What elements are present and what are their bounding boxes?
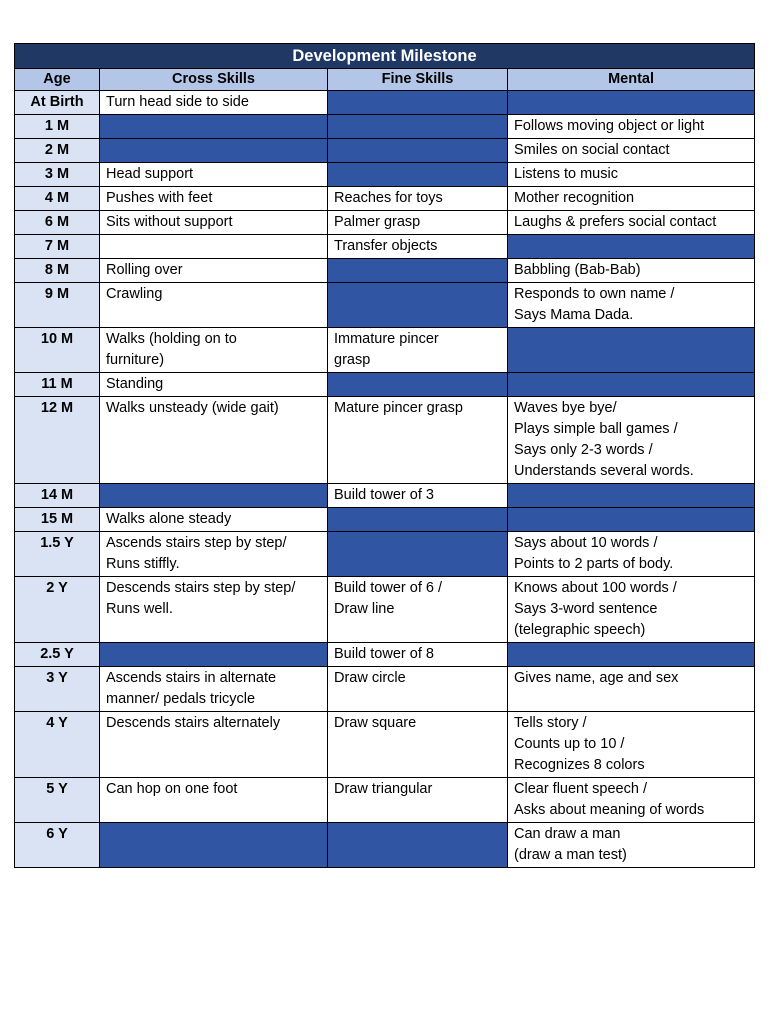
- fine-skill-cell: [328, 532, 508, 577]
- cross-skill-cell: Walks (holding on to furniture): [100, 328, 328, 373]
- cross-skill-cell: Standing: [100, 373, 328, 397]
- mental-cell: Tells story / Counts up to 10 / Recognizes 8 colors: [508, 712, 755, 778]
- age-cell: 10 M: [15, 328, 100, 373]
- age-cell: 7 M: [15, 235, 100, 259]
- fine-skill-cell: Build tower of 8: [328, 643, 508, 667]
- fine-skill-cell: [328, 91, 508, 115]
- table-row: [15, 91, 755, 115]
- table-row: [15, 823, 755, 868]
- cross-skill-cell: Head support: [100, 163, 328, 187]
- mental-cell: [508, 508, 755, 532]
- milestone-table: [14, 43, 755, 868]
- mental-cell: Babbling (Bab-Bab): [508, 259, 755, 283]
- table-title: Development Milestone: [15, 44, 755, 69]
- table-row: [15, 211, 755, 235]
- age-cell: 2 M: [15, 139, 100, 163]
- cross-skill-cell: Walks unsteady (wide gait): [100, 397, 328, 484]
- age-cell: 2 Y: [15, 577, 100, 643]
- cross-skill-cell: [100, 484, 328, 508]
- age-cell: 9 M: [15, 283, 100, 328]
- cross-skill-cell: [100, 235, 328, 259]
- table-row: [15, 139, 755, 163]
- age-cell: 5 Y: [15, 778, 100, 823]
- age-cell: 6 Y: [15, 823, 100, 868]
- fine-skill-cell: Immature pincer grasp: [328, 328, 508, 373]
- age-cell: 1.5 Y: [15, 532, 100, 577]
- table-row: [15, 328, 755, 373]
- header-fine-skills: Fine Skills: [328, 69, 508, 91]
- fine-skill-cell: [328, 823, 508, 868]
- mental-cell: [508, 91, 755, 115]
- fine-skill-cell: Transfer objects: [328, 235, 508, 259]
- age-cell: 3 Y: [15, 667, 100, 712]
- fine-skill-cell: [328, 373, 508, 397]
- fine-skill-cell: Draw square: [328, 712, 508, 778]
- table-row: [15, 484, 755, 508]
- table-row: [15, 397, 755, 484]
- mental-cell: Gives name, age and sex: [508, 667, 755, 712]
- mental-cell: Follows moving object or light: [508, 115, 755, 139]
- table-row: [15, 577, 755, 643]
- cross-skill-cell: [100, 139, 328, 163]
- age-cell: 11 M: [15, 373, 100, 397]
- cross-skill-cell: Ascends stairs step by step/ Runs stiffly.: [100, 532, 328, 577]
- age-cell: 2.5 Y: [15, 643, 100, 667]
- mental-cell: Laughs & prefers social contact: [508, 211, 755, 235]
- cross-skill-cell: Can hop on one foot: [100, 778, 328, 823]
- cross-skill-cell: Crawling: [100, 283, 328, 328]
- title-row: [15, 44, 755, 69]
- header-mental: Mental: [508, 69, 755, 91]
- cross-skill-cell: Walks alone steady: [100, 508, 328, 532]
- cross-skill-cell: [100, 643, 328, 667]
- age-cell: 1 M: [15, 115, 100, 139]
- table-row: [15, 259, 755, 283]
- fine-skill-cell: [328, 115, 508, 139]
- fine-skill-cell: [328, 139, 508, 163]
- fine-skill-cell: [328, 259, 508, 283]
- age-cell: 6 M: [15, 211, 100, 235]
- fine-skill-cell: [328, 163, 508, 187]
- mental-cell: [508, 235, 755, 259]
- header-row: [15, 69, 755, 91]
- fine-skill-cell: [328, 283, 508, 328]
- cross-skill-cell: Ascends stairs in alternate manner/ pedals tricycle: [100, 667, 328, 712]
- cross-skill-cell: Turn head side to side: [100, 91, 328, 115]
- table-row: [15, 235, 755, 259]
- table-row: [15, 667, 755, 712]
- fine-skill-cell: [328, 508, 508, 532]
- mental-cell: [508, 484, 755, 508]
- table-row: [15, 187, 755, 211]
- mental-cell: Smiles on social contact: [508, 139, 755, 163]
- cross-skill-cell: Rolling over: [100, 259, 328, 283]
- mental-cell: [508, 373, 755, 397]
- cross-skill-cell: Descends stairs alternately: [100, 712, 328, 778]
- fine-skill-cell: Build tower of 3: [328, 484, 508, 508]
- fine-skill-cell: Draw triangular: [328, 778, 508, 823]
- fine-skill-cell: Palmer grasp: [328, 211, 508, 235]
- mental-cell: Mother recognition: [508, 187, 755, 211]
- mental-cell: Says about 10 words / Points to 2 parts of body.: [508, 532, 755, 577]
- mental-cell: Knows about 100 words / Says 3-word sentence (telegraphic speech): [508, 577, 755, 643]
- age-cell: 15 M: [15, 508, 100, 532]
- cross-skill-cell: [100, 115, 328, 139]
- cross-skill-cell: Sits without support: [100, 211, 328, 235]
- fine-skill-cell: Mature pincer grasp: [328, 397, 508, 484]
- fine-skill-cell: Reaches for toys: [328, 187, 508, 211]
- fine-skill-cell: Draw circle: [328, 667, 508, 712]
- table-row: [15, 532, 755, 577]
- mental-cell: Listens to music: [508, 163, 755, 187]
- cross-skill-cell: Descends stairs step by step/ Runs well.: [100, 577, 328, 643]
- header-cross-skills: Cross Skills: [100, 69, 328, 91]
- mental-cell: [508, 328, 755, 373]
- table-body: [15, 91, 755, 868]
- table-row: [15, 712, 755, 778]
- header-age: Age: [15, 69, 100, 91]
- mental-cell: Responds to own name / Says Mama Dada.: [508, 283, 755, 328]
- age-cell: At Birth: [15, 91, 100, 115]
- table-row: [15, 373, 755, 397]
- mental-cell: Can draw a man (draw a man test): [508, 823, 755, 868]
- age-cell: 8 M: [15, 259, 100, 283]
- fine-skill-cell: Build tower of 6 / Draw line: [328, 577, 508, 643]
- table-row: [15, 115, 755, 139]
- mental-cell: [508, 643, 755, 667]
- cross-skill-cell: Pushes with feet: [100, 187, 328, 211]
- cross-skill-cell: [100, 823, 328, 868]
- table-row: [15, 508, 755, 532]
- table-row: [15, 163, 755, 187]
- mental-cell: Clear fluent speech / Asks about meaning of words: [508, 778, 755, 823]
- table-row: [15, 778, 755, 823]
- mental-cell: Waves bye bye/ Plays simple ball games / Says only 2-3 words / Understands several words.: [508, 397, 755, 484]
- age-cell: 12 M: [15, 397, 100, 484]
- age-cell: 4 M: [15, 187, 100, 211]
- table-row: [15, 283, 755, 328]
- age-cell: 14 M: [15, 484, 100, 508]
- age-cell: 3 M: [15, 163, 100, 187]
- age-cell: 4 Y: [15, 712, 100, 778]
- table-row: [15, 643, 755, 667]
